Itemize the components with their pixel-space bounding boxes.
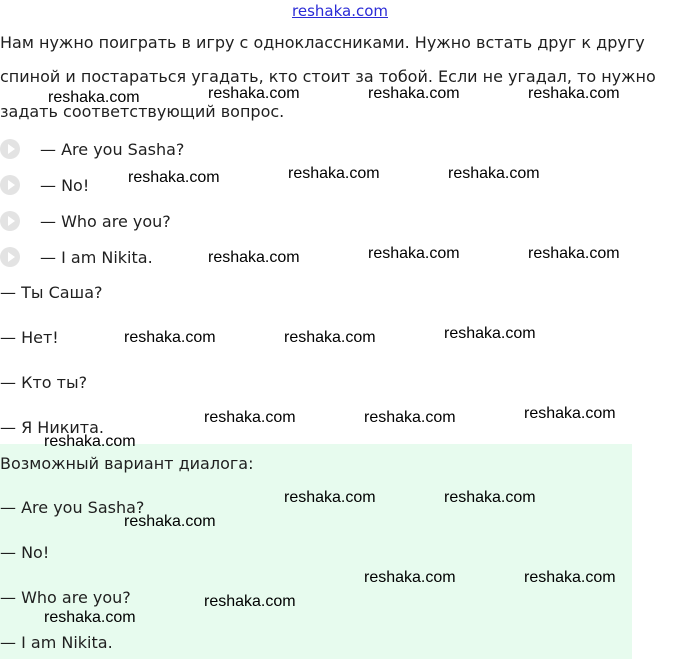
- play-icon[interactable]: [0, 247, 20, 267]
- watermark: reshaka.com: [364, 409, 456, 426]
- watermark: reshaka.com: [48, 89, 140, 106]
- watermark: reshaka.com: [524, 569, 616, 586]
- translation-line: — Нет!: [0, 328, 59, 347]
- play-icon[interactable]: [0, 175, 20, 195]
- watermark: reshaka.com: [204, 409, 296, 426]
- watermark: reshaka.com: [524, 405, 616, 422]
- audio-text: — Who are you?: [40, 211, 171, 231]
- watermark: reshaka.com: [124, 513, 216, 530]
- intro-line-2: спиной и постараться угадать, кто стоит за тобой. Если не угадал, то нужно: [0, 67, 656, 86]
- watermark: reshaka.com: [284, 489, 376, 506]
- watermark: reshaka.com: [368, 245, 460, 262]
- intro-line-1: Нам нужно поиграть в игру с одноклассниками. Нужно встать друг к другу: [0, 33, 645, 52]
- play-icon[interactable]: [0, 211, 20, 231]
- audio-line[interactable]: [0, 138, 184, 160]
- audio-line[interactable]: [0, 246, 153, 268]
- watermark: reshaka.com: [284, 329, 376, 346]
- audio-text: — No!: [40, 175, 90, 195]
- watermark: reshaka.com: [444, 489, 536, 506]
- play-icon[interactable]: [0, 139, 20, 159]
- answer-line: — No!: [0, 543, 50, 562]
- answer-line: — I am Nikita.: [0, 633, 113, 652]
- watermark: reshaka.com: [204, 593, 296, 610]
- answer-line: — Are you Sasha?: [0, 498, 145, 517]
- audio-text: — Are you Sasha?: [40, 139, 185, 159]
- watermark: reshaka.com: [44, 609, 136, 626]
- watermark: reshaka.com: [528, 85, 620, 102]
- watermark: reshaka.com: [124, 329, 216, 346]
- watermark: reshaka.com: [208, 85, 300, 102]
- audio-text: — I am Nikita.: [40, 247, 153, 267]
- watermark: reshaka.com: [208, 249, 300, 266]
- answer-title: Возможный вариант диалога:: [0, 454, 254, 473]
- watermark: reshaka.com: [128, 169, 220, 186]
- watermark: reshaka.com: [364, 569, 456, 586]
- answer-line: — Who are you?: [0, 588, 131, 607]
- watermark: reshaka.com: [448, 165, 540, 182]
- watermark: reshaka.com: [44, 433, 136, 450]
- watermark: reshaka.com: [288, 165, 380, 182]
- intro-line-3: задать соответствующий вопрос.: [0, 102, 285, 121]
- translation-line: — Кто ты?: [0, 373, 88, 392]
- site-link[interactable]: reshaka.com: [292, 2, 388, 20]
- watermark: reshaka.com: [368, 85, 460, 102]
- audio-line[interactable]: [0, 210, 171, 232]
- audio-line[interactable]: [0, 174, 89, 196]
- translation-line: — Я Никита.: [0, 418, 104, 437]
- watermark: reshaka.com: [528, 245, 620, 262]
- translation-line: — Ты Саша?: [0, 283, 103, 302]
- watermark: reshaka.com: [444, 325, 536, 342]
